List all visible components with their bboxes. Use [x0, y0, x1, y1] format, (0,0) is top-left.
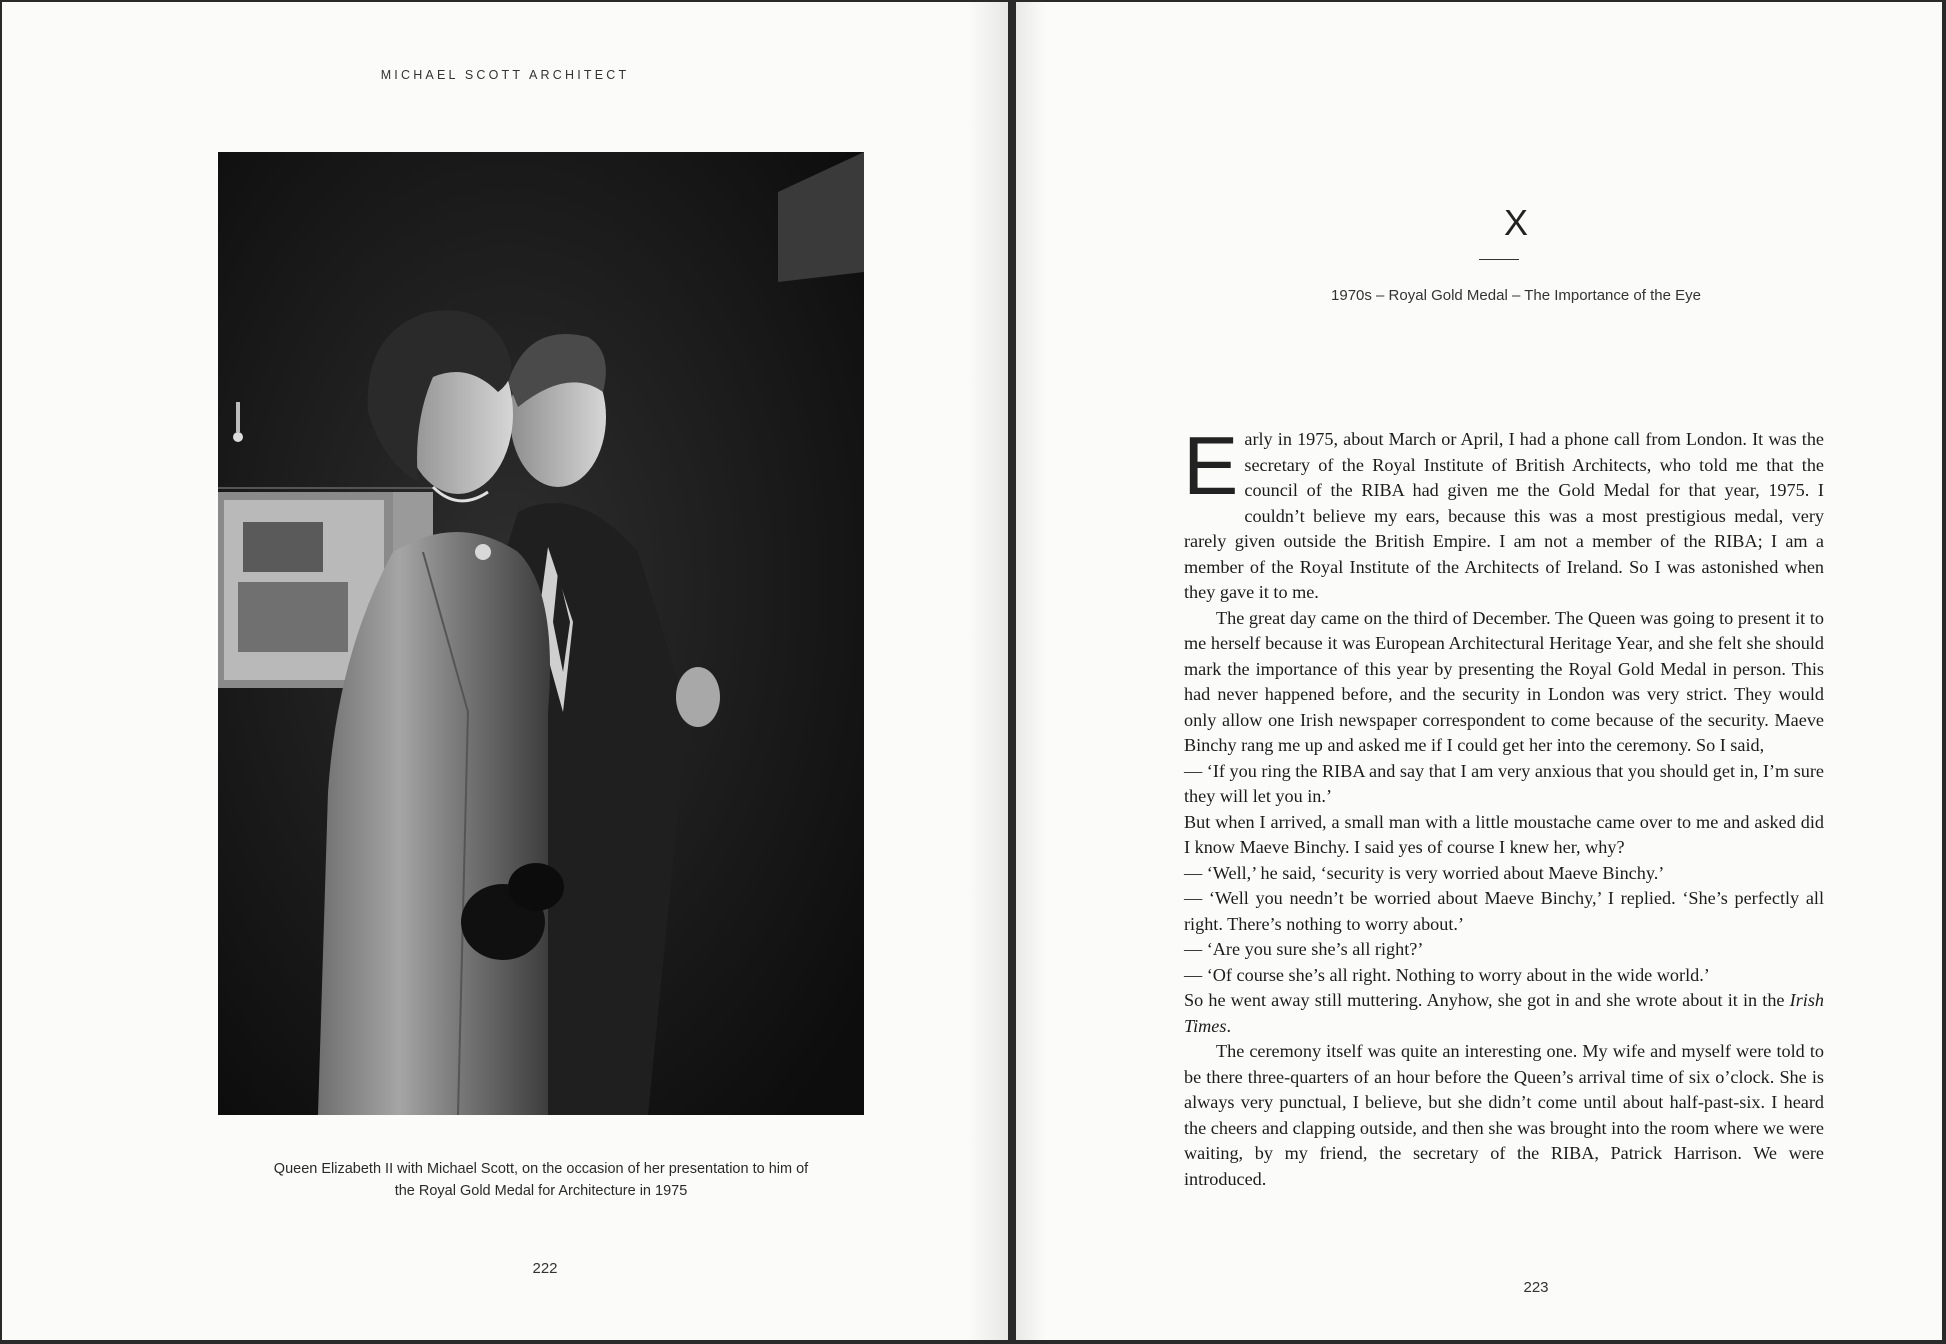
- chapter-number: X: [1503, 202, 1528, 243]
- photograph: [218, 152, 864, 1115]
- left-page: [2, 2, 1008, 1340]
- caption-line-2: the Royal Gold Medal for Architecture in 1975: [394, 1183, 688, 1199]
- paragraph-1-text: arly in 1975, about March or April, I had a phone call from London. It was the secretary of the Royal Institute of British Architects, who told me that the council of the RIBA had given me the Gold Medal for that year, 1975. I couldn’t believe my ears, because this was a most prestigious medal, very rarely given outside the British Empire. I am not a member of the RIBA; I am a member of the Royal Institute of the Architects of Ireland. So I was astonished when they gave it to me.: [1184, 429, 1824, 602]
- chapter-body: [1183, 419, 1824, 1192]
- dialogue-3: — ‘Well you needn’t be worried about Maeve Binchy,’ I replied. ‘She’s perfectly all right. There’s nothing to worry about.’: [1184, 888, 1824, 934]
- photo-illustration: [218, 152, 864, 1115]
- paragraph-2: The great day came on the third of December. The Queen was going to present it to me herself because it was European Architectural Heritage Year, and she felt she should mark the importance of this year by presenting the Royal Gold Medal in person. This had never happened before, and the security in London was very strict. They would only allow one Irish newspaper correspondent to come because of the security. Maeve Binchy rang me up and asked me if I could get her into the ceremony. So I said,: [1184, 607, 1824, 755]
- gutter-shadow-right: [1016, 2, 1046, 1340]
- page-number-left: 222: [532, 1260, 558, 1277]
- paragraph-3: But when I arrived, a small man with a little moustache came over to me and asked did I know Maeve Binchy. I said yes of course I knew her, why?: [1184, 811, 1824, 857]
- dialogue-1: — ‘If you ring the RIBA and say that I am very anxious that you should get in, I’m sure they will let you in.’: [1184, 760, 1824, 806]
- gutter-shadow-left: [968, 2, 1008, 1340]
- chapter-subtitle: 1970s – Royal Gold Medal – The Importance of the Eye: [1331, 287, 1701, 304]
- dialogue-4: — ‘Are you sure she’s all right?’: [1184, 939, 1424, 959]
- dialogue-5: — ‘Of course she’s all right. Nothing to worry about in the wide world.’: [1184, 964, 1710, 985]
- paragraph-4: [1184, 988, 1824, 1039]
- paragraph-4-after: .: [1226, 1015, 1231, 1036]
- photo-caption: [202, 1158, 880, 1202]
- paragraph-1: [1183, 419, 1824, 606]
- paragraph-4-before: So he went away still muttering. Anyhow, she got in and she wrote about it in the: [1184, 990, 1790, 1010]
- dialogue-2: — ‘Well,’ he said, ‘security is very worried about Maeve Binchy.’: [1184, 862, 1665, 883]
- right-page: [1016, 2, 1942, 1340]
- chapter-rule: [1479, 259, 1519, 260]
- page-number-right: 223: [1523, 1279, 1549, 1296]
- drop-cap: E: [1183, 419, 1239, 512]
- caption-line-1: Queen Elizabeth II with Michael Scott, on the occasion of her presentation to him of: [273, 1161, 809, 1177]
- running-head: MICHAEL SCOTT ARCHITECT: [380, 68, 630, 82]
- paragraph-5: The ceremony itself was quite an interesting one. My wife and myself were told to be there three-quarters of an hour before the Queen’s arrival time of six o’clock. She is always very punctual, I believe, but she didn’t come until about half-past-six. I heard the cheers and clapping outside, and then she was brought into the room where we were waiting, by my friend, the secretary of the RIBA, Patrick Harrison. We were introduced.: [1184, 1041, 1824, 1189]
- newspaper-title: Irish Times: [1184, 990, 1824, 1036]
